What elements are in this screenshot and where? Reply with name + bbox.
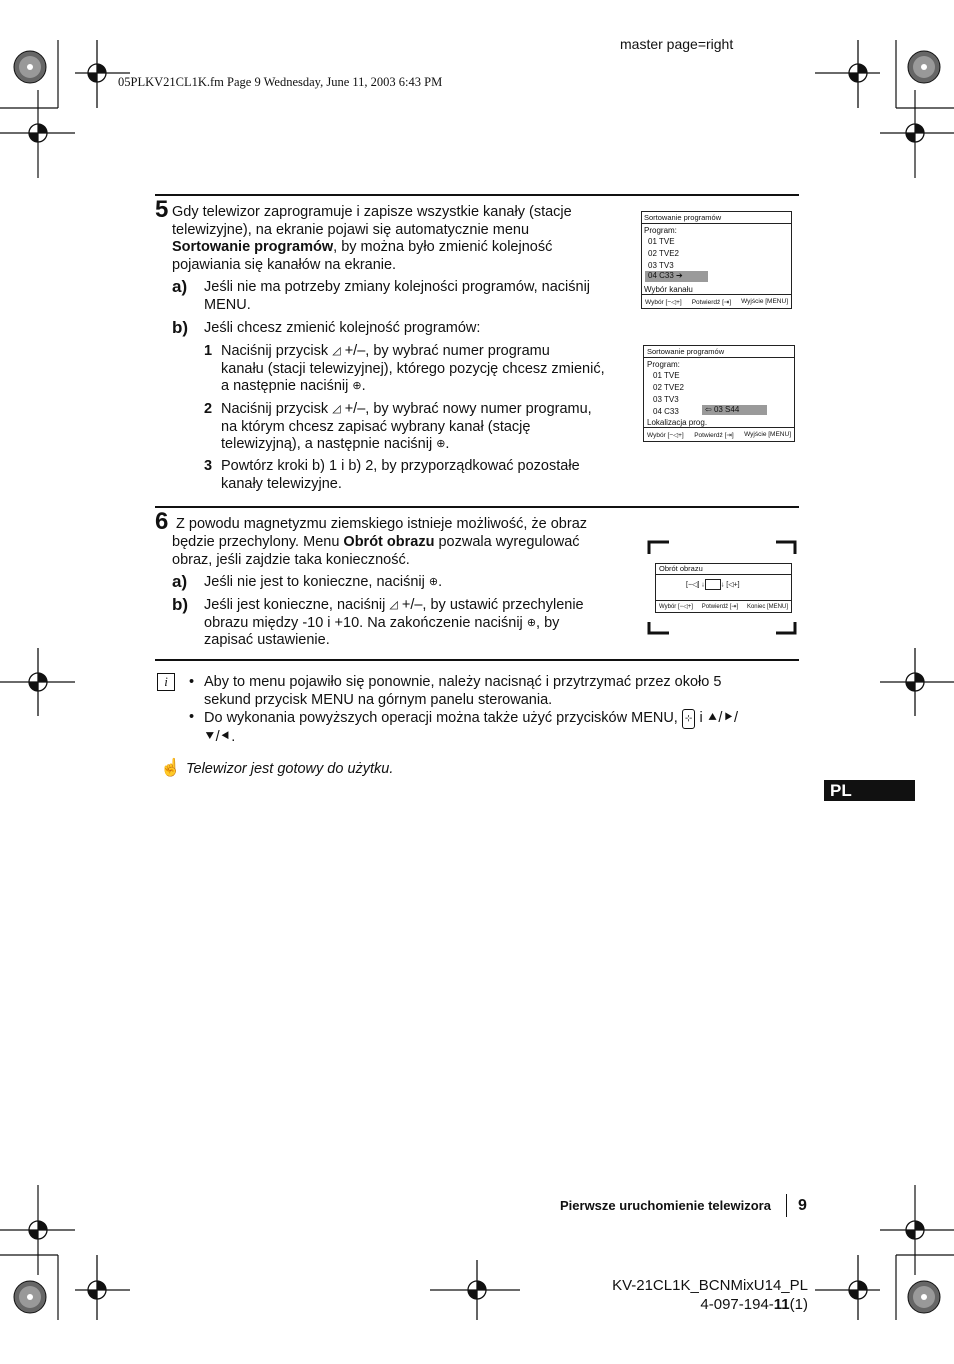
volume-icon: ◿ — [332, 403, 341, 415]
section-rule — [155, 506, 799, 508]
item-number: 3 — [204, 458, 213, 474]
file-info: 05PLKV21CL1K.fm Page 9 Wednesday, June 11, 2003 6:43 PM — [118, 75, 443, 89]
ok-icon: ⊕ — [436, 438, 446, 451]
arrow-left-icon: ⇦ — [705, 405, 712, 414]
ready-text: Telewizor jest gotowy do użytku. — [186, 761, 394, 777]
joystick-button-icon: ⊹ — [682, 709, 696, 729]
ok-icon: ⊕ — [428, 576, 439, 588]
highlight-row: 04 C33 ➔ — [645, 271, 708, 282]
step6-intro: Z powodu magnetyzmu ziemskiego istnieje możliwość, że obraz — [176, 516, 588, 532]
section-title: Pierwsze uruchomienie telewizora — [560, 1198, 771, 1213]
step5-b2-text: Naciśnij przycisk ◿ +/–, by wybrać nowy numer programu, na którym chcesz zapisać wybrany kanał (stację telewizyjną), a następnie naciśnij ⊕. — [221, 401, 592, 453]
osd-sort-menu: Sortowanie programów Program: 01 TVE 02 TVE2 03 TV3 04 C33 ➔ Wybór kanału Wybór [−◁+] Potwierdź [⇥] Wyjście [MENU] — [641, 211, 792, 309]
master-page-label: master page=right — [620, 36, 734, 52]
substep-label: b) — [172, 318, 189, 337]
item-number: 2 — [204, 401, 213, 417]
substep-label: b) — [172, 595, 189, 614]
ok-icon: ⊕ — [526, 616, 537, 629]
step5-b-text: Jeśli chcesz zmienić kolejność programów: — [204, 320, 481, 336]
highlight-row: ⇦ 03 S44 — [702, 405, 767, 415]
ok-icon: ⊕ — [352, 380, 362, 393]
step6-a-text: Jeśli nie jest to konieczne, naciśnij ⊕. — [204, 574, 443, 590]
step5-b3-text: Powtórz kroki b) 1 i b) 2, by przyporządkować pozostałe kanały telewizyjne. — [221, 458, 580, 492]
item-number: 1 — [204, 343, 213, 359]
step-number: 6 — [155, 508, 169, 535]
section-rule — [155, 194, 799, 196]
step5-a-text: Jeśli nie ma potrzeby zmiany kolejności programów, naciśnij MENU. — [204, 279, 591, 313]
rotation-control: [−◁] ↓ ↓ [◁+] — [686, 579, 740, 590]
osd-sort-menu-move: Sortowanie programów Program: 01 TVE 02 TVE2 03 TV3 04 C33 ⇦ 03 S44 Lokalizacja prog. Wybór [−◁+] Potwierdź [⇥] Wyjście [MENU] — [643, 345, 795, 442]
footer-divider — [786, 1194, 787, 1217]
arrow-down-icon: ⯆ — [204, 728, 216, 745]
step5-intro: Gdy telewizor zaprogramuje i zapisze wszystkie kanały (stacje telewizyjne), na ekranie pojawi się automatycznie menu Sortowanie programów, by można było zmienić kolejność pojawiania się kanałów na ekranie. — [172, 204, 572, 273]
substep-label: a) — [172, 572, 188, 591]
info-icon: i — [157, 673, 175, 691]
step5-b1-text: Naciśnij przycisk ◿ +/–, by wybrać numer programu kanału (stacji telewizyjnej), którego pozycję chcesz zmienić, a następnie naciśnij ⊕. — [221, 343, 605, 395]
note-list: • Aby to menu pojawiło się ponownie, należy nacisnąć i przytrzymać przez około 5 sekund przycisk MENU na górnym panelu sterowania. • Do wykonania powyższych operacji można także użyć przycisków MENU, ⊹ i ⯅/⯈/ ⯆/⯇. — [189, 674, 738, 745]
thumbs-up-icon: ☝ — [160, 758, 182, 777]
model-code: KV-21CL1K_BCNMixU14_PL 4-097-194-11(1) — [612, 1277, 808, 1313]
arrow-right-icon: ⯈ — [722, 710, 734, 727]
volume-icon: ◿ — [332, 345, 341, 357]
page-number: 9 — [798, 1197, 807, 1214]
volume-icon: ◿ — [389, 599, 398, 611]
substep-label: a) — [172, 277, 188, 296]
language-tab: PL — [824, 780, 915, 801]
arrow-left-icon: ⯇ — [219, 728, 232, 745]
section-rule — [155, 659, 799, 661]
arrow-right-icon: ➔ — [676, 271, 683, 280]
osd-picture-rotation: Obrót obrazu [−◁] ↓ ↓ [◁+] Wybór [−◁+] Potwierdź [⇥] Koniec [MENU] — [655, 563, 792, 613]
step6-intro-cont: będzie przechylony. Menu Obrót obrazu pozwala wyregulować obraz, jeśli zajdzie taka konieczność. — [172, 534, 580, 568]
step-number: 5 — [155, 196, 169, 223]
step6-b-text: Jeśli jest konieczne, naciśnij ◿ +/–, by ustawić przechylenie obrazu między -10 i +10. Na zakończenie naciśnij ⊕, by zapisać ustawienie. — [204, 597, 584, 649]
arrow-up-icon: ⯅ — [706, 710, 719, 727]
